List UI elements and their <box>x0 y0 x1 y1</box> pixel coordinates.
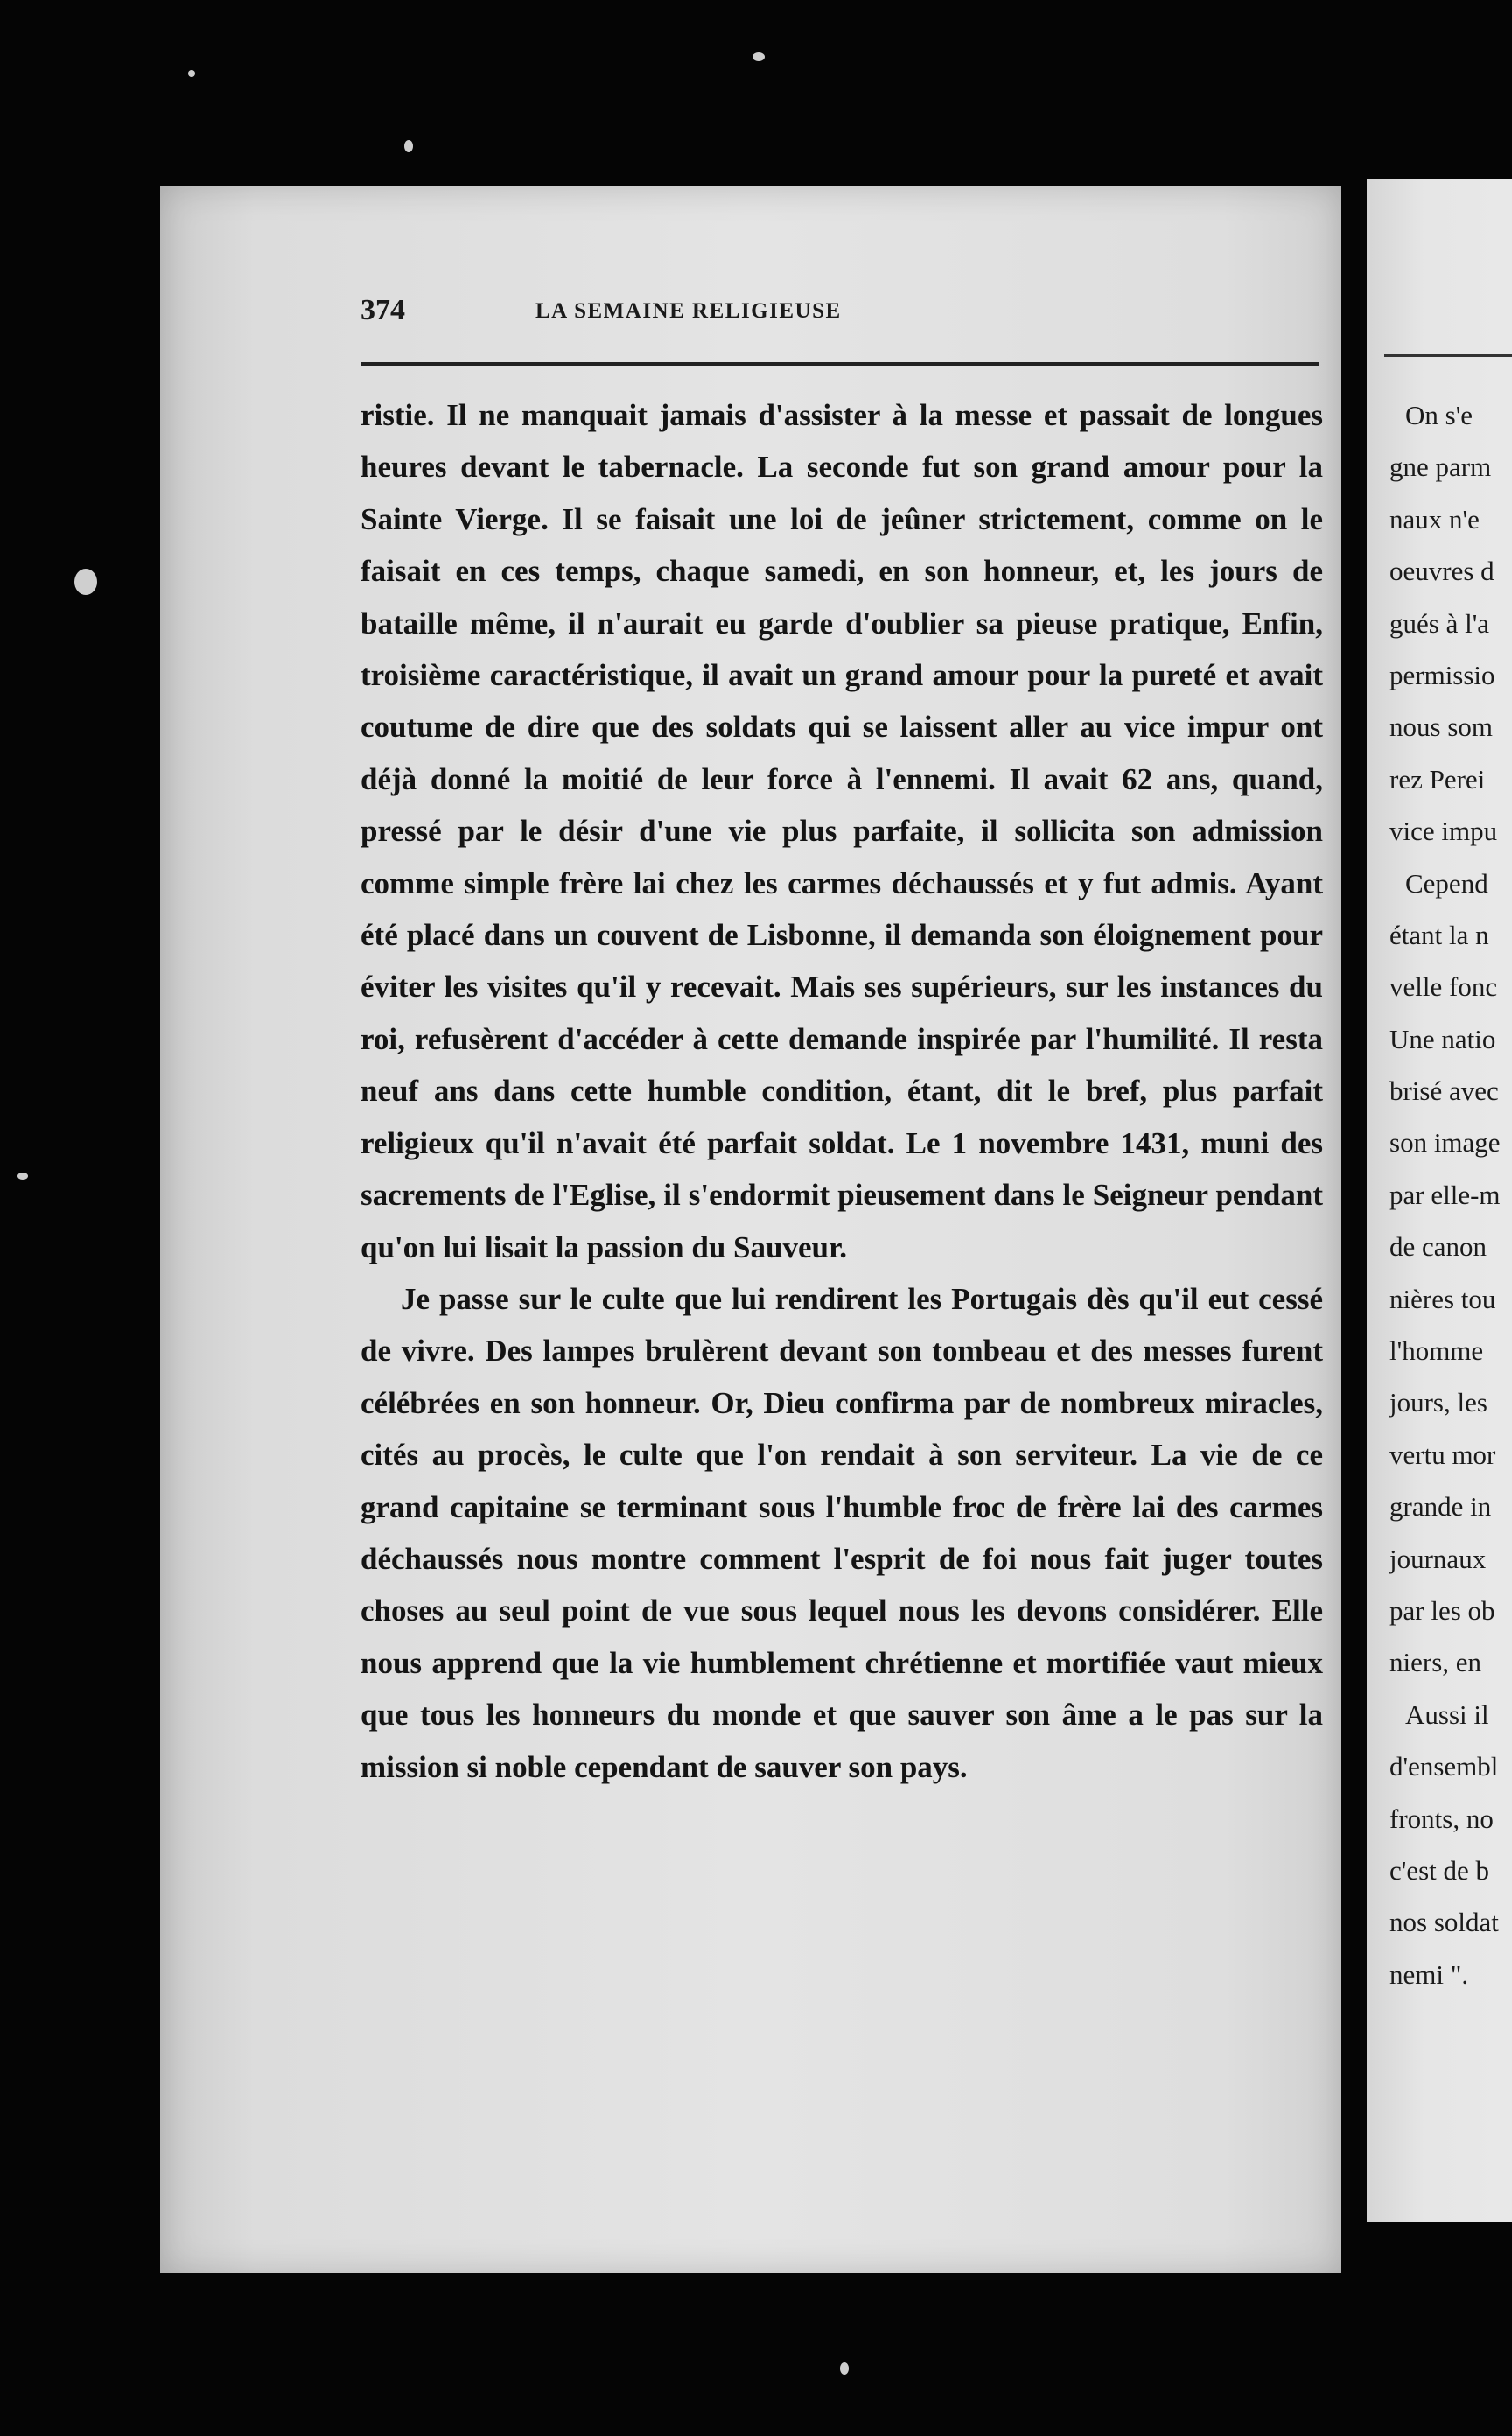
adjacent-page-line: étant la n <box>1390 919 1489 950</box>
adjacent-page-line: nières tou <box>1390 1283 1496 1314</box>
adjacent-page-line: nous som <box>1390 711 1493 743</box>
adjacent-page-line: vertu mor <box>1390 1438 1496 1470</box>
running-title: LA SEMAINE RELIGIEUSE <box>536 299 842 323</box>
adjacent-page-text <box>1390 389 1512 2000</box>
adjacent-page-line: oeuvres d <box>1390 556 1494 587</box>
paragraph-1: ristie. Il ne manquait jamais d'assister à la messe et passait de longues heures devant le tabernacle. La seconde fut son grand amour pour la Sainte Vierge. Il se faisait une loi de jeûner strictement, comme on le faisait en ces temps, chaque samedi, en son honneur, et, les jours de bataille même, il n'aurait eu garde d'oublier sa pieuse pratique, Enfin, troisième caractéristique, il avait un grand amour pour la pureté et avait coutume de dire que des soldats qui se laissent aller au vice impur ont déjà donné la moitié de leur force à l'ennemi. Il avait 62 ans, quand, pressé par le désir d'une vie plus parfaite, il sollicita son admission comme simple frère lai chez les carmes déchaussés et y fut admis. Ayant été placé dans un couvent de Lisbonne, il demanda son éloignement pour éviter les visites qu'il y recevait. Mais ses supérieurs, sur les instances du roi, refusèrent d'accéder à cette demande inspirée par l'humilité. Il resta neuf ans dans cette humble condition, étant, dit le bref, plus parfait religieux qu'il n'avait été parfait soldat. Le 1 novembre 1431, muni des sacrements de l'Eglise, il s'endormit pieusement dans le Seigneur pendant qu'on lui lisait la passion du Sauveur. <box>360 398 1323 1264</box>
adjacent-page-line: grande in <box>1390 1491 1492 1522</box>
adjacent-page-line: vice impu <box>1390 816 1498 847</box>
adjacent-page-line: Aussi il <box>1405 1698 1489 1730</box>
adjacent-header-rule <box>1384 354 1512 357</box>
page-number: 374 <box>360 294 405 326</box>
adjacent-page-line: On s'e <box>1405 400 1474 430</box>
adjacent-page-line: naux n'e <box>1390 503 1480 535</box>
adjacent-page-line: c'est de b <box>1390 1854 1490 1886</box>
page-header <box>360 294 1104 329</box>
adjacent-page-line: gne parm <box>1390 452 1492 483</box>
adjacent-page-line: permissio <box>1390 659 1495 690</box>
adjacent-page-line: nos soldat <box>1390 1907 1499 1938</box>
body-text <box>360 389 1323 1793</box>
header-rule <box>360 362 1319 366</box>
adjacent-page-line: fronts, no <box>1390 1802 1494 1834</box>
adjacent-page-line: l'homme <box>1390 1335 1484 1367</box>
page-gutter <box>1341 175 1367 2240</box>
adjacent-page-line: jours, les <box>1390 1387 1488 1418</box>
adjacent-page-line: niers, en <box>1390 1647 1482 1678</box>
adjacent-page-line: rez Perei <box>1390 763 1486 794</box>
adjacent-page <box>1367 179 1512 2222</box>
adjacent-page-line: gués à l'a <box>1390 607 1490 639</box>
paragraph-2: Je passe sur le culte que lui rendirent les Portugais dès qu'il eut cessé de vivre. Des lampes brulèrent devant son tombeau et des messes furent célébrées en son honneur. Or, Dieu confirma par de nombreux miracles, cités au procès, le culte que l'on rendait à son serviteur. La vie de ce grand capitaine se terminant sous l'humble froc de frère lai des carmes déchaussés nous montre comment l'esprit de foi nous fait juger toutes choses au seul point de vue sous lequel nous les devons considérer. Elle nous apprend que la vie humblement chrétienne et mortifiée vaut mieux que tous les honneurs du monde et que sauver son âme a le pas sur la mission si noble cependant de sauver son pays. <box>360 1281 1323 1784</box>
adjacent-page-line: son image <box>1390 1127 1501 1158</box>
adjacent-page-line: velle fonc <box>1390 971 1498 1003</box>
book-page <box>160 186 1341 2273</box>
adjacent-page-line: par les ob <box>1390 1594 1495 1626</box>
adjacent-page-line: brisé avec <box>1390 1075 1499 1107</box>
adjacent-page-line: journaux <box>1390 1543 1487 1574</box>
adjacent-page-line: Une natio <box>1390 1023 1496 1054</box>
adjacent-page-line: Cepend <box>1405 867 1488 899</box>
adjacent-page-line: d'ensembl <box>1390 1751 1499 1782</box>
adjacent-page-line: de canon <box>1390 1231 1488 1263</box>
adjacent-page-line: nemi ". <box>1390 1958 1469 1990</box>
adjacent-page-line: par elle-m <box>1390 1179 1501 1210</box>
